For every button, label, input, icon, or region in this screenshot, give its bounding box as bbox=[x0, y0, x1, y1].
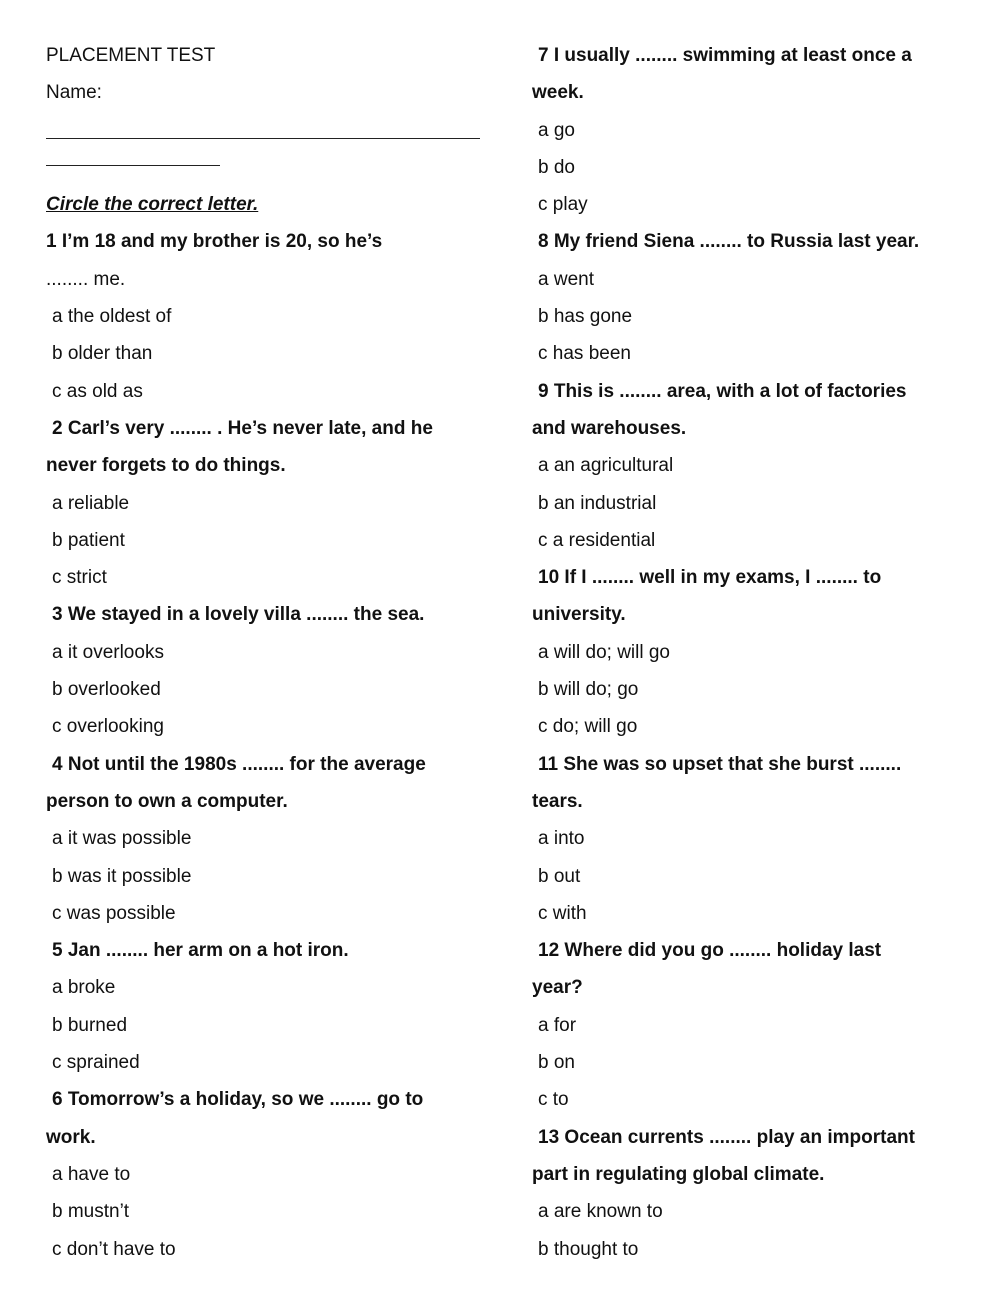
option-a[interactable]: a the oldest of bbox=[52, 306, 172, 328]
question-text: year? bbox=[532, 977, 583, 999]
option-b[interactable]: b out bbox=[538, 865, 581, 887]
question-5 bbox=[46, 932, 486, 1081]
name-line bbox=[46, 112, 486, 149]
option-b[interactable]: b patient bbox=[52, 529, 125, 551]
page-title: PLACEMENT TEST bbox=[46, 45, 216, 66]
option-c[interactable]: c don’t have to bbox=[52, 1238, 176, 1260]
option-b[interactable]: b overlooked bbox=[52, 679, 161, 701]
question-text: 6 Tomorrow’s a holiday, so we ........ go to bbox=[52, 1089, 424, 1111]
question-text: 3 We stayed in a lovely villa ........ the sea. bbox=[52, 604, 425, 626]
question-text: 1 I’m 18 and my brother is 20, so he’s bbox=[46, 231, 383, 253]
question-text: 7 I usually ........ swimming at least once a bbox=[538, 45, 912, 66]
question-7 bbox=[532, 37, 952, 223]
question-6 bbox=[46, 1081, 486, 1267]
option-b[interactable]: b older than bbox=[52, 343, 153, 365]
question-1 bbox=[46, 223, 486, 409]
question-text: 4 Not until the 1980s ........ for the average bbox=[52, 753, 426, 775]
option-c[interactable]: c has been bbox=[538, 343, 631, 365]
question-text: work. bbox=[46, 1126, 96, 1148]
option-a[interactable]: a reliable bbox=[52, 492, 130, 514]
option-b[interactable]: b thought to bbox=[538, 1238, 639, 1260]
option-b[interactable]: b was it possible bbox=[52, 865, 192, 887]
question-text: ........ me. bbox=[46, 268, 126, 290]
question-text: week. bbox=[532, 82, 584, 104]
option-a[interactable]: a for bbox=[538, 1014, 577, 1036]
option-b[interactable]: b burned bbox=[52, 1014, 128, 1036]
option-a[interactable]: a it was possible bbox=[52, 828, 192, 850]
option-c[interactable]: c play bbox=[538, 194, 588, 216]
question-8 bbox=[532, 223, 952, 372]
question-text: tears. bbox=[532, 790, 583, 812]
option-c[interactable]: c strict bbox=[52, 567, 107, 589]
instruction: Circle the correct letter. bbox=[46, 194, 259, 216]
option-b[interactable]: b on bbox=[538, 1052, 575, 1074]
question-text: 5 Jan ........ her arm on a hot iron. bbox=[52, 940, 349, 962]
option-a[interactable]: a it overlooks bbox=[52, 641, 164, 663]
option-a[interactable]: a broke bbox=[52, 977, 116, 999]
question-text: 9 This is ........ area, with a lot of factories bbox=[538, 380, 907, 402]
question-text: 12 Where did you go ........ holiday last bbox=[538, 940, 882, 962]
option-a[interactable]: a are known to bbox=[538, 1201, 663, 1223]
name-line-continued bbox=[46, 149, 486, 186]
option-b[interactable]: b has gone bbox=[538, 306, 633, 328]
question-3 bbox=[46, 596, 486, 745]
question-text: 8 My friend Siena ........ to Russia last year. bbox=[538, 231, 920, 253]
name-label: Name: bbox=[46, 82, 102, 104]
option-b[interactable]: b an industrial bbox=[538, 492, 657, 514]
option-b[interactable]: b mustn’t bbox=[52, 1201, 130, 1223]
option-c[interactable]: c to bbox=[538, 1089, 569, 1111]
question-text: never forgets to do things. bbox=[46, 455, 286, 477]
option-a[interactable]: a an agricultural bbox=[538, 455, 674, 477]
option-a[interactable]: a will do; will go bbox=[538, 641, 670, 663]
question-text: 10 If I ........ well in my exams, I ........ to bbox=[538, 567, 882, 589]
left-column bbox=[46, 37, 486, 1268]
question-12 bbox=[532, 932, 952, 1118]
right-column bbox=[532, 37, 952, 1268]
option-c[interactable]: c was possible bbox=[52, 902, 176, 924]
option-a[interactable]: a into bbox=[538, 828, 585, 850]
option-c[interactable]: c sprained bbox=[52, 1052, 140, 1074]
option-a[interactable]: a went bbox=[538, 268, 594, 290]
question-text: 13 Ocean currents ........ play an important bbox=[538, 1126, 915, 1148]
question-4 bbox=[46, 746, 486, 932]
question-text: university. bbox=[532, 604, 626, 626]
question-11 bbox=[532, 746, 952, 932]
option-c[interactable]: c with bbox=[538, 902, 587, 924]
option-c[interactable]: c as old as bbox=[52, 380, 143, 402]
option-c[interactable]: c do; will go bbox=[538, 716, 638, 738]
question-13 bbox=[532, 1119, 952, 1268]
option-a[interactable]: a have to bbox=[52, 1163, 131, 1185]
question-text: part in regulating global climate. bbox=[532, 1163, 825, 1185]
option-a[interactable]: a go bbox=[538, 119, 575, 141]
question-9 bbox=[532, 373, 952, 559]
question-2 bbox=[46, 410, 486, 596]
option-c[interactable]: c overlooking bbox=[52, 716, 164, 738]
question-text: person to own a computer. bbox=[46, 790, 288, 812]
question-text: and warehouses. bbox=[532, 417, 687, 439]
option-c[interactable]: c a residential bbox=[538, 529, 656, 551]
question-text: 11 She was so upset that she burst ........ bbox=[538, 753, 902, 775]
option-b[interactable]: b do bbox=[538, 156, 575, 178]
question-text: 2 Carl’s very ........ . He’s never late, and he bbox=[52, 417, 433, 439]
option-b[interactable]: b will do; go bbox=[538, 679, 639, 701]
question-10 bbox=[532, 559, 952, 745]
